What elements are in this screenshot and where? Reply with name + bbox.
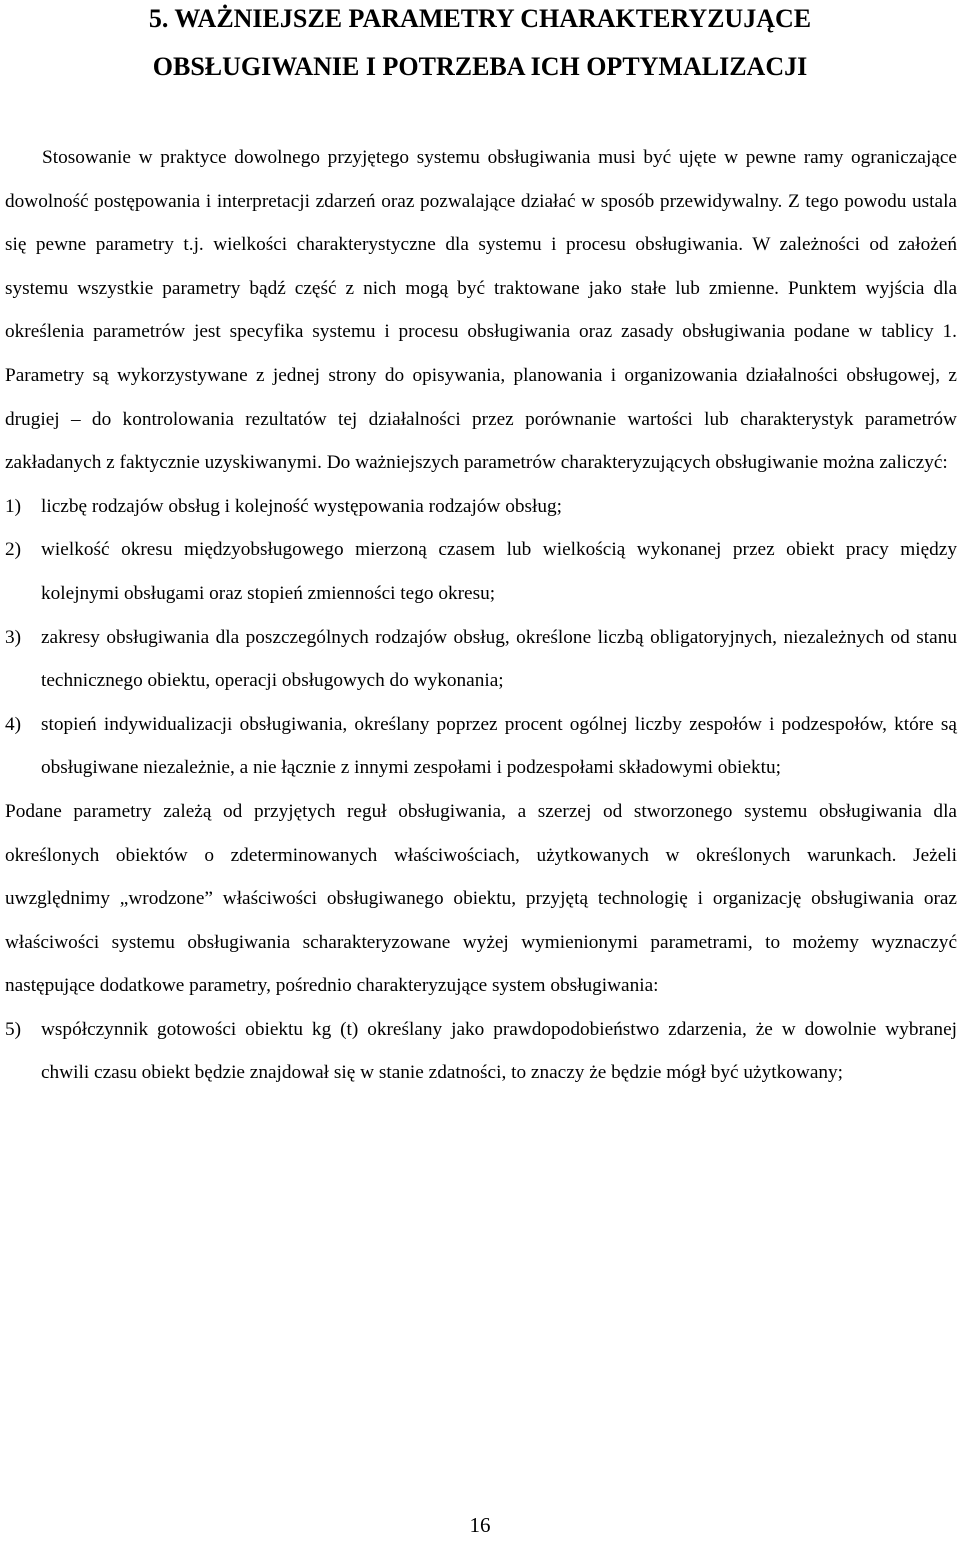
list-item-5 (5, 1008, 957, 1095)
middle-paragraph: Podane parametry zależą od przyjętych reguł obsługiwania, a szerzej od stworzonego systemu obsługiwania dla określonych obiektów o zdeterminowanych właściwościach, użytkowanych w określonych warunkach. Jeżeli uwzględnimy „wrodzone” właściwości obsługiwanego obiektu, przyjętą technologię i organizację obsługiwania oraz właściwości systemu obsługiwania scharakteryzowane wyżej wymienionymi parametrami, to możemy wyznaczyć następujące dodatkowe parametry, pośrednio charakteryzujące system obsługiwania: (5, 800, 957, 997)
list-item-3 (5, 616, 957, 703)
document-body (5, 136, 957, 1095)
list-item-number: 4) (5, 713, 22, 735)
list-item-1 (5, 485, 957, 529)
list-item-text: liczbę rodzajów obsług i kolejność występowania rodzajów obsług; (41, 495, 563, 517)
list-item-text: wielkość okresu międzyobsługowego mierzoną czasem lub wielkością wykonanej przez obiekt pracy między kolejnymi obsługami oraz stopień zmienności tego okresu; (41, 539, 957, 604)
list-item-text: współczynnik gotowości obiektu kg (t) określany jako prawdopodobieństwo zdarzenia, że w dowolnie wybranej chwili czasu obiekt będzie znajdował się w stanie zdatności, to znaczy że będzie mógł być użytkowany; (41, 1018, 957, 1084)
list-item-number: 1) (5, 495, 22, 517)
list-item-4 (5, 703, 957, 790)
list-item-2 (5, 528, 957, 615)
intro-paragraph: Stosowanie w praktyce dowolnego przyjętego systemu obsługiwania musi być ujęte w pewne ramy ograniczające dowolność postępowania i interpretacji zdarzeń oraz pozwalające działać w sposób przewidywalny. Z tego powodu ustala się pewne parametry t.j. wielkości charakterystyczne dla systemu i procesu obsługiwania. W zależności od założeń systemu wszystkie parametry bądź część z nich mogą być traktowane jako stałe lub zmienne. Punktem wyjścia dla określenia parametrów jest specyfika systemu i procesu obsługiwania oraz zasady obsługiwania podane w tablicy 1. Parametry są wykorzystywane z jednej strony do opisywania, planowania i organizowania działalności obsługowej, z drugiej – do kontrolowania rezultatów tej działalności przez porównanie wartości lub charakterystyk parametrów zakładanych z faktycznie uzyskiwanymi. Do ważniejszych parametrów charakteryzujących obsługiwanie można zaliczyć: (5, 147, 957, 474)
list-item-number: 5) (5, 1018, 22, 1040)
list-item-text: zakresy obsługiwania dla poszczególnych rodzajów obsług, określone liczbą obligatoryjnych, niezależnych od stanu technicznego obiektu, operacji obsługowych do wykonania; (41, 626, 957, 692)
list-item-number: 2) (5, 539, 22, 561)
chapter-heading-line-1: 5. WAŻNIEJSZE PARAMETRY CHARAKTERYZUJĄCE (148, 4, 812, 33)
list-item-text: stopień indywidualizacji obsługiwania, określany poprzez procent ogólnej liczby zespołów i podzespołów, które są obsługiwane niezależnie, a nie łącznie z innymi zespołami i podzespołami składowymi obiektu; (41, 713, 957, 779)
page-number: 16 (469, 1513, 491, 1537)
list-item-number: 3) (5, 626, 22, 648)
chapter-heading-line-2: OBSŁUGIWANIE I POTRZEBA ICH OPTYMALIZACJI (152, 52, 808, 81)
